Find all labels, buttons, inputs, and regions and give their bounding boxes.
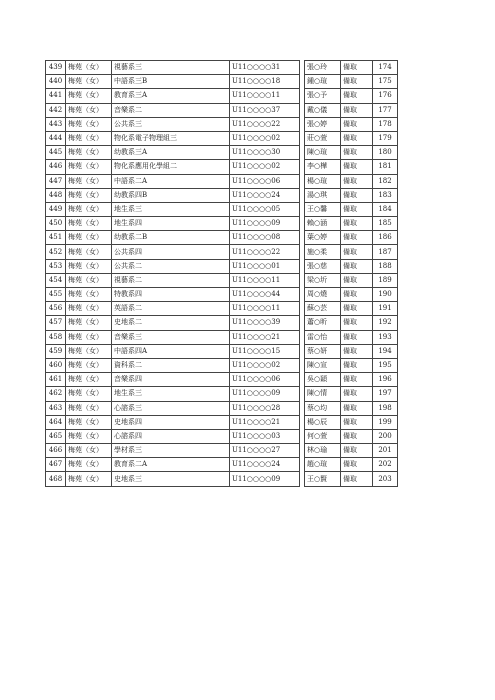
rank-cell: 198 [373,401,398,415]
table-row [46,415,398,429]
student-id-cell: U11○○○○31 [230,61,300,75]
department-cell: 公共系二 [112,259,230,273]
department-cell: 音樂系四 [112,373,230,387]
student-id-cell: U11○○○○21 [230,330,300,344]
department-cell: 地生系三 [112,387,230,401]
status-cell: 備取 [341,444,373,458]
status-cell: 備取 [341,217,373,231]
dorm-cell: 梅苑（女） [66,429,112,443]
student-id-cell: U11○○○○22 [230,117,300,131]
student-id-cell: U11○○○○11 [230,302,300,316]
department-cell: 音樂系二 [112,103,230,117]
dorm-cell: 梅苑（女） [66,146,112,160]
dorm-cell: 梅苑（女） [66,316,112,330]
rank-cell: 189 [373,273,398,287]
status-cell: 備取 [341,358,373,372]
department-cell: 幼教系四B [112,188,230,202]
student-name-cell: 梁○圻 [305,273,341,287]
table-row [46,117,398,131]
rank-cell: 196 [373,373,398,387]
department-cell: 史地系三 [112,472,230,486]
department-cell: 物化系應用化學組二 [112,160,230,174]
status-cell: 備取 [341,344,373,358]
rank-cell: 193 [373,330,398,344]
department-cell: 心諮系三 [112,401,230,415]
dorm-cell: 梅苑（女） [66,89,112,103]
row-number-cell: 457 [46,316,66,330]
table-row [46,174,398,188]
dorm-cell: 梅苑（女） [66,75,112,89]
student-id-cell: U11○○○○28 [230,401,300,415]
table-row [46,61,398,75]
department-cell: 物化系電子物理組三 [112,131,230,145]
status-cell: 備取 [341,61,373,75]
table-row [46,202,398,216]
department-cell: 史地系四 [112,415,230,429]
rank-cell: 180 [373,146,398,160]
dorm-cell: 梅苑（女） [66,458,112,472]
table-row [46,429,398,443]
table-row [46,401,398,415]
table-row [46,231,398,245]
student-id-cell: U11○○○○05 [230,202,300,216]
table-row [46,458,398,472]
table-row [46,472,398,486]
table-row [46,273,398,287]
dorm-cell: 梅苑（女） [66,387,112,401]
table-row [46,373,398,387]
dorm-cell: 梅苑（女） [66,217,112,231]
department-cell: 資科系二 [112,358,230,372]
row-number-cell: 461 [46,373,66,387]
rank-cell: 178 [373,117,398,131]
department-cell: 學材系三 [112,444,230,458]
student-name-cell: 蕭○昕 [305,316,341,330]
student-name-cell: 張○婷 [305,117,341,131]
department-cell: 特教系四 [112,288,230,302]
student-id-cell: U11○○○○39 [230,316,300,330]
table-row [46,131,398,145]
dorm-cell: 梅苑（女） [66,188,112,202]
student-id-cell: U11○○○○01 [230,259,300,273]
student-id-cell: U11○○○○06 [230,373,300,387]
department-cell: 視藝系二 [112,273,230,287]
student-name-cell: 蔡○妍 [305,344,341,358]
status-cell: 備取 [341,259,373,273]
dorm-cell: 梅苑（女） [66,174,112,188]
row-number-cell: 463 [46,401,66,415]
rank-cell: 200 [373,429,398,443]
dorm-cell: 梅苑（女） [66,131,112,145]
student-name-cell: 陳○宣 [305,358,341,372]
dorm-cell: 梅苑（女） [66,444,112,458]
dorm-cell: 梅苑（女） [66,160,112,174]
row-number-cell: 445 [46,146,66,160]
table-row [46,146,398,160]
student-name-cell: 湯○琪 [305,188,341,202]
student-id-cell: U11○○○○24 [230,458,300,472]
row-number-cell: 460 [46,358,66,372]
row-number-cell: 468 [46,472,66,486]
department-cell: 地生系三 [112,202,230,216]
department-cell: 公共系三 [112,117,230,131]
department-cell: 史地系二 [112,316,230,330]
student-name-cell: 楊○瑄 [305,174,341,188]
row-number-cell: 449 [46,202,66,216]
status-cell: 備取 [341,330,373,344]
rank-cell: 188 [373,259,398,273]
student-id-cell: U11○○○○27 [230,444,300,458]
rank-cell: 177 [373,103,398,117]
student-id-cell: U11○○○○06 [230,174,300,188]
table-row [46,344,398,358]
rank-cell: 192 [373,316,398,330]
student-id-cell: U11○○○○37 [230,103,300,117]
student-name-cell: 賴○涵 [305,217,341,231]
student-name-cell: 王○賢 [305,472,341,486]
table-row [46,302,398,316]
table-row [46,444,398,458]
department-cell: 中語系四A [112,344,230,358]
row-number-cell: 453 [46,259,66,273]
status-cell: 備取 [341,231,373,245]
dorm-cell: 梅苑（女） [66,231,112,245]
dorm-cell: 梅苑（女） [66,472,112,486]
row-number-cell: 452 [46,245,66,259]
student-name-cell: 王○馨 [305,202,341,216]
table-row [46,245,398,259]
rank-cell: 183 [373,188,398,202]
rank-cell: 197 [373,387,398,401]
row-number-cell: 466 [46,444,66,458]
rank-cell: 202 [373,458,398,472]
row-number-cell: 454 [46,273,66,287]
row-number-cell: 465 [46,429,66,443]
row-number-cell: 450 [46,217,66,231]
table-row [46,259,398,273]
status-cell: 備取 [341,288,373,302]
row-number-cell: 458 [46,330,66,344]
department-cell: 英語系二 [112,302,230,316]
dorm-cell: 梅苑（女） [66,103,112,117]
table-row [46,217,398,231]
dorm-cell: 梅苑（女） [66,344,112,358]
status-cell: 備取 [341,117,373,131]
student-name-cell: 鍾○瑄 [305,75,341,89]
student-name-cell: 楊○辰 [305,415,341,429]
status-cell: 備取 [341,302,373,316]
student-name-cell: 施○柔 [305,245,341,259]
row-number-cell: 455 [46,288,66,302]
table-row [46,160,398,174]
status-cell: 備取 [341,160,373,174]
student-id-cell: U11○○○○08 [230,231,300,245]
dorm-cell: 梅苑（女） [66,288,112,302]
row-number-cell: 467 [46,458,66,472]
student-name-cell: 陳○瑄 [305,146,341,160]
student-name-cell: 張○慈 [305,259,341,273]
student-name-cell: 陳○情 [305,387,341,401]
status-cell: 備取 [341,273,373,287]
student-id-cell: U11○○○○15 [230,344,300,358]
rank-cell: 176 [373,89,398,103]
dorm-cell: 梅苑（女） [66,415,112,429]
row-number-cell: 456 [46,302,66,316]
student-id-cell: U11○○○○02 [230,131,300,145]
rank-cell: 174 [373,61,398,75]
waitlist-sheet [45,60,398,487]
department-cell: 視藝系三 [112,61,230,75]
row-number-cell: 446 [46,160,66,174]
student-name-cell: 蔡○均 [305,401,341,415]
rank-cell: 181 [373,160,398,174]
rank-cell: 186 [373,231,398,245]
rank-cell: 199 [373,415,398,429]
rank-cell: 179 [373,131,398,145]
department-cell: 幼教系三A [112,146,230,160]
department-cell: 教育系三A [112,89,230,103]
row-number-cell: 459 [46,344,66,358]
table-row [46,358,398,372]
student-id-cell: U11○○○○02 [230,160,300,174]
waitlist-table-body [46,61,398,487]
row-number-cell: 447 [46,174,66,188]
student-id-cell: U11○○○○18 [230,75,300,89]
department-cell: 教育系二A [112,458,230,472]
table-row [46,316,398,330]
row-number-cell: 443 [46,117,66,131]
dorm-cell: 梅苑（女） [66,330,112,344]
rank-cell: 187 [373,245,398,259]
row-number-cell: 441 [46,89,66,103]
row-number-cell: 462 [46,387,66,401]
student-id-cell: U11○○○○02 [230,358,300,372]
student-id-cell: U11○○○○11 [230,273,300,287]
row-number-cell: 448 [46,188,66,202]
student-name-cell: 周○燒 [305,288,341,302]
table-row [46,89,398,103]
student-id-cell: U11○○○○09 [230,217,300,231]
status-cell: 備取 [341,103,373,117]
student-name-cell: 李○樺 [305,160,341,174]
student-id-cell: U11○○○○44 [230,288,300,302]
row-number-cell: 451 [46,231,66,245]
student-name-cell: 葉○婷 [305,231,341,245]
row-number-cell: 444 [46,131,66,145]
student-name-cell: 蘇○芸 [305,302,341,316]
status-cell: 備取 [341,75,373,89]
rank-cell: 194 [373,344,398,358]
dorm-cell: 梅苑（女） [66,358,112,372]
student-id-cell: U11○○○○21 [230,415,300,429]
rank-cell: 175 [373,75,398,89]
department-cell: 公共系四 [112,245,230,259]
rank-cell: 190 [373,288,398,302]
rank-cell: 185 [373,217,398,231]
status-cell: 備取 [341,188,373,202]
row-number-cell: 440 [46,75,66,89]
row-number-cell: 464 [46,415,66,429]
student-name-cell: 莊○萱 [305,131,341,145]
student-id-cell: U11○○○○11 [230,89,300,103]
dorm-cell: 梅苑（女） [66,373,112,387]
dorm-cell: 梅苑（女） [66,245,112,259]
dorm-cell: 梅苑（女） [66,61,112,75]
dorm-cell: 梅苑（女） [66,302,112,316]
status-cell: 備取 [341,429,373,443]
student-name-cell: 張○玲 [305,61,341,75]
row-number-cell: 439 [46,61,66,75]
table-row [46,75,398,89]
dorm-cell: 梅苑（女） [66,401,112,415]
table-row [46,330,398,344]
table-row [46,188,398,202]
department-cell: 心諮系四 [112,429,230,443]
student-id-cell: U11○○○○03 [230,429,300,443]
department-cell: 幼教系二B [112,231,230,245]
student-name-cell: 張○予 [305,89,341,103]
table-row [46,387,398,401]
status-cell: 備取 [341,415,373,429]
student-id-cell: U11○○○○24 [230,188,300,202]
dorm-cell: 梅苑（女） [66,202,112,216]
student-name-cell: 何○萱 [305,429,341,443]
rank-cell: 184 [373,202,398,216]
table-row [46,103,398,117]
rank-cell: 201 [373,444,398,458]
rank-cell: 203 [373,472,398,486]
dorm-cell: 梅苑（女） [66,117,112,131]
student-name-cell: 戴○儀 [305,103,341,117]
department-cell: 地生系四 [112,217,230,231]
student-id-cell: U11○○○○09 [230,387,300,401]
student-id-cell: U11○○○○30 [230,146,300,160]
rank-cell: 182 [373,174,398,188]
status-cell: 備取 [341,131,373,145]
student-name-cell: 林○瑜 [305,444,341,458]
student-id-cell: U11○○○○09 [230,472,300,486]
status-cell: 備取 [341,316,373,330]
dorm-cell: 梅苑（女） [66,259,112,273]
student-name-cell: 雷○怡 [305,330,341,344]
student-name-cell: 趙○瑄 [305,458,341,472]
status-cell: 備取 [341,401,373,415]
status-cell: 備取 [341,373,373,387]
status-cell: 備取 [341,458,373,472]
status-cell: 備取 [341,387,373,401]
status-cell: 備取 [341,245,373,259]
student-name-cell: 吳○穎 [305,373,341,387]
rank-cell: 191 [373,302,398,316]
table-row [46,288,398,302]
status-cell: 備取 [341,202,373,216]
student-id-cell: U11○○○○22 [230,245,300,259]
row-number-cell: 442 [46,103,66,117]
rank-cell: 195 [373,358,398,372]
department-cell: 音樂系三 [112,330,230,344]
department-cell: 中語系三B [112,75,230,89]
status-cell: 備取 [341,146,373,160]
status-cell: 備取 [341,174,373,188]
department-cell: 中語系二A [112,174,230,188]
status-cell: 備取 [341,472,373,486]
waitlist-table [45,60,398,487]
status-cell: 備取 [341,89,373,103]
dorm-cell: 梅苑（女） [66,273,112,287]
